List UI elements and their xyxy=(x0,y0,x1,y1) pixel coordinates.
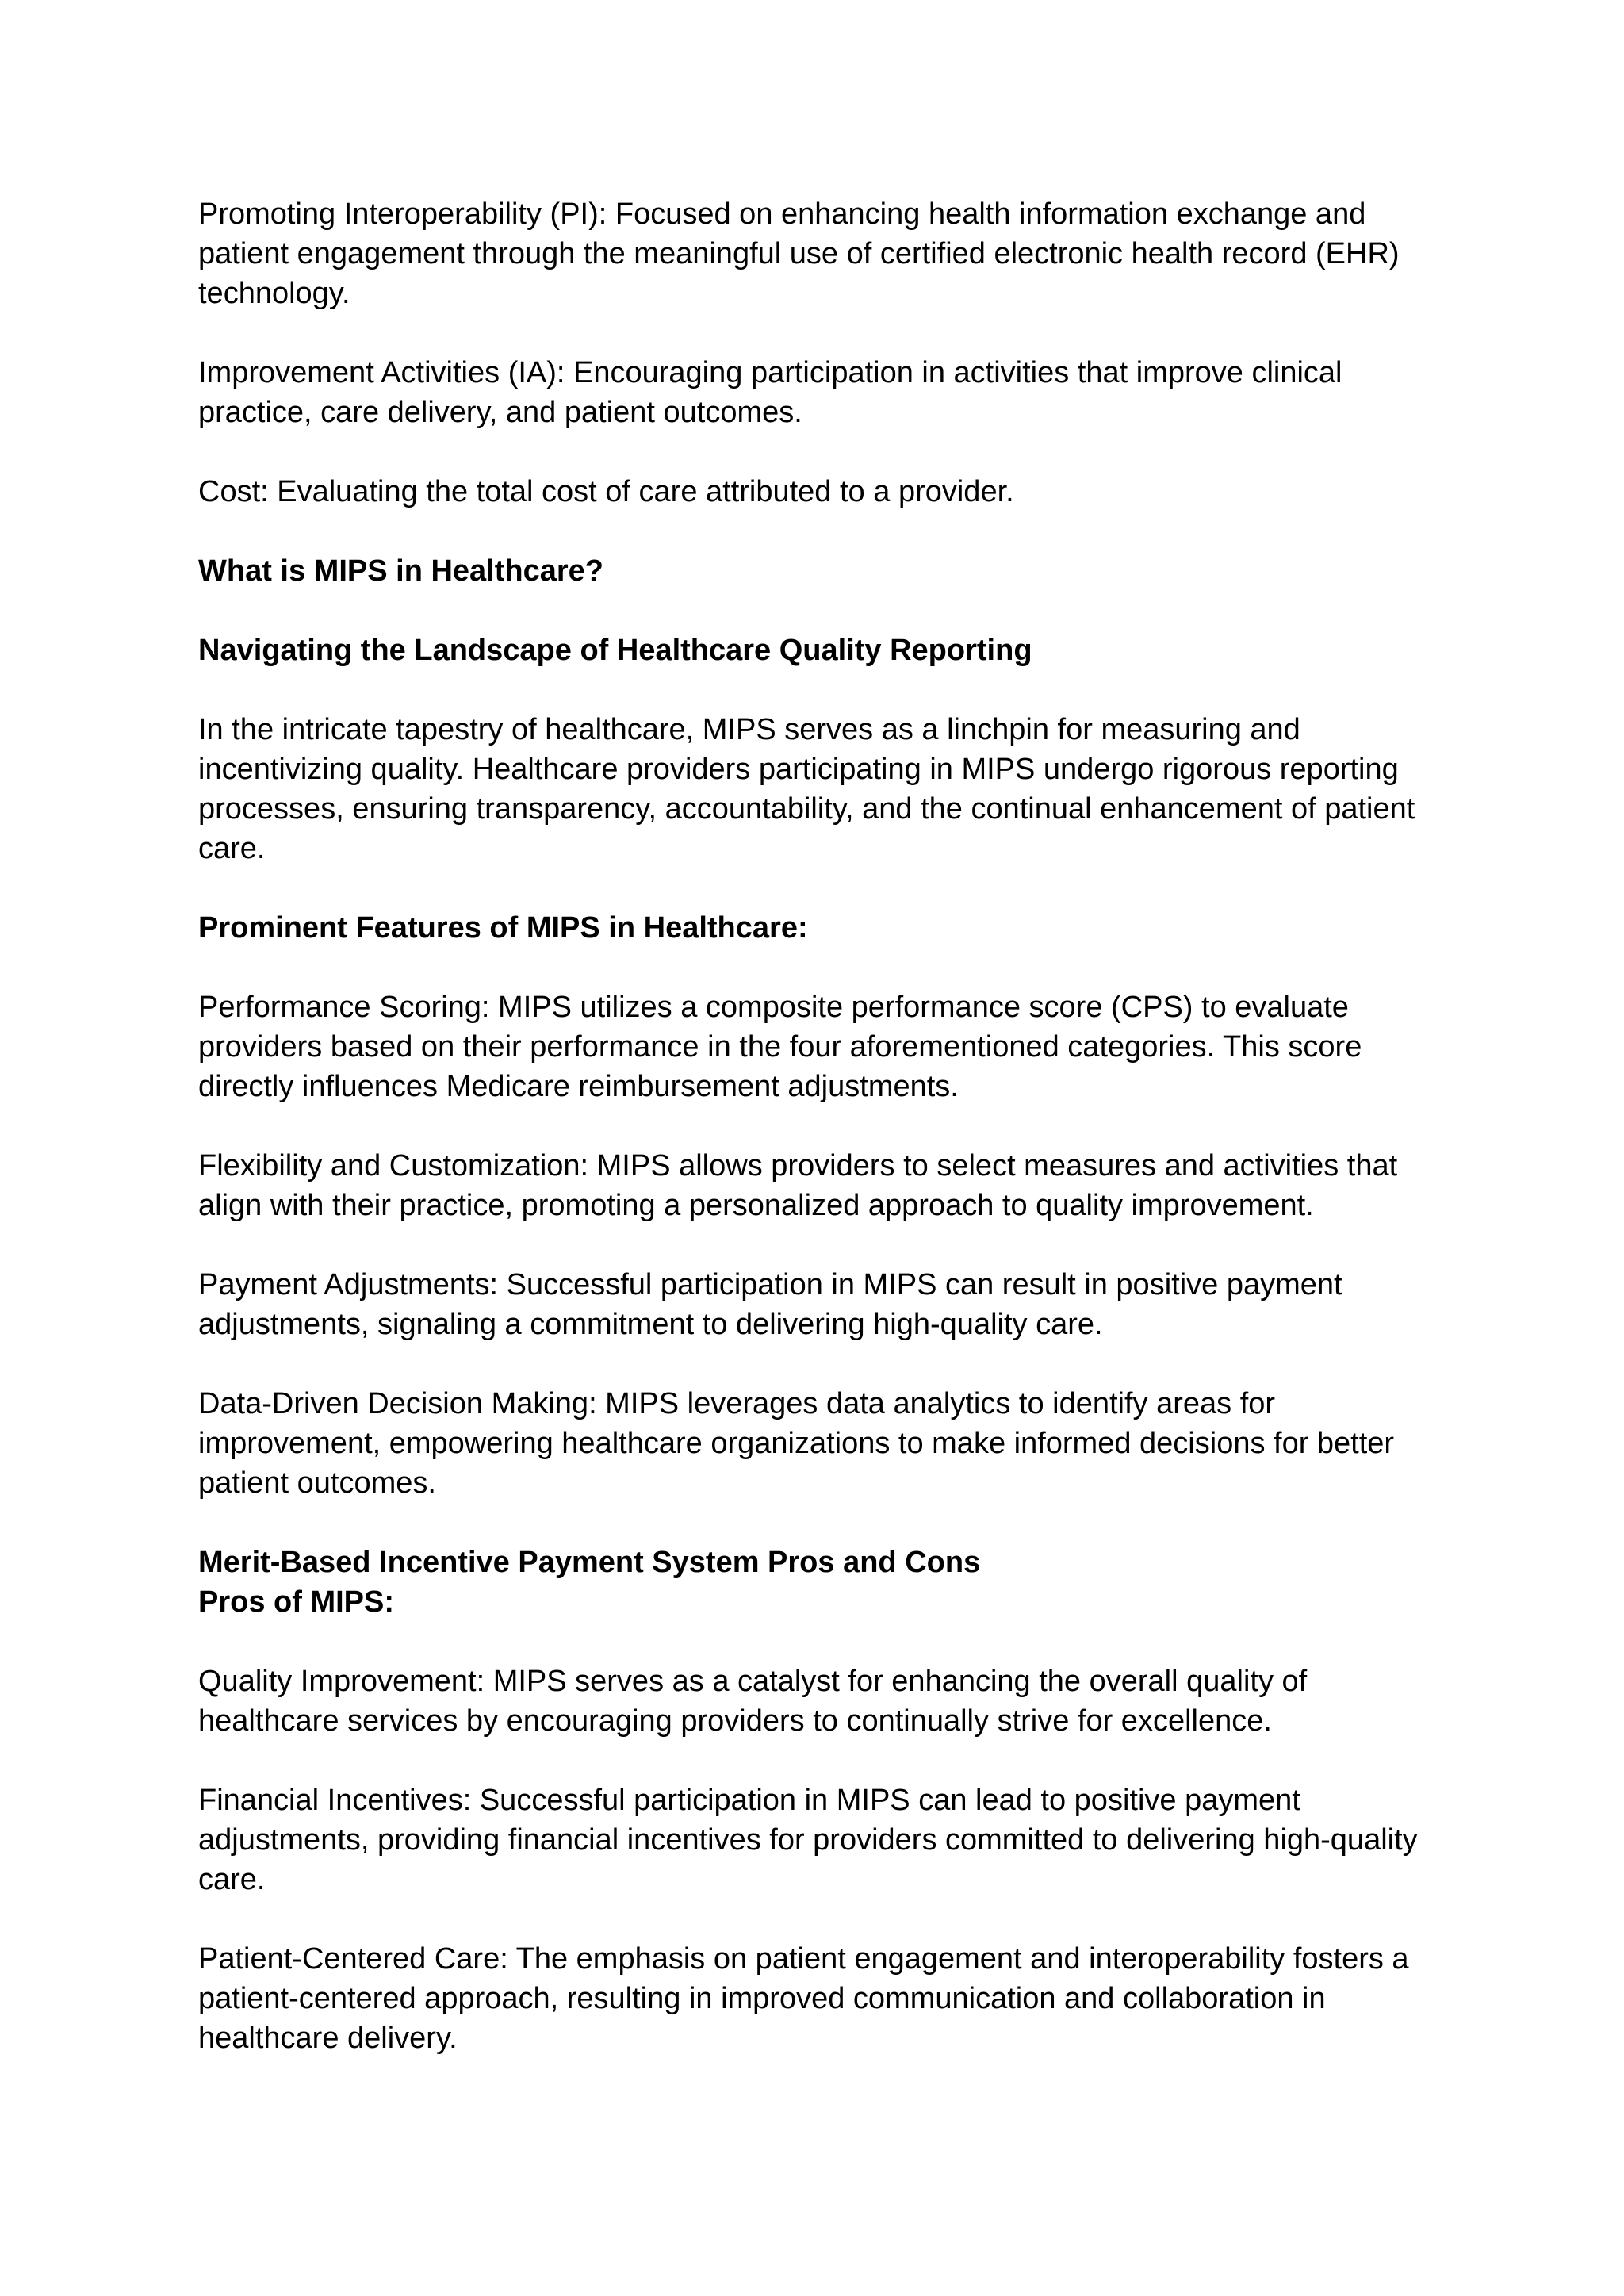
paragraph-intricate-tapestry: In the intricate tapestry of healthcare, MIPS serves as a linchpin for measuring and incentivizing quality. Healthcare providers participating in MIPS undergo rigorous reporting processes, ensuring transparency, accountability, and the continual enhancement of patient care. xyxy=(198,713,1415,865)
paragraph-patient-centered-care: Patient-Centered Care: The emphasis on patient engagement and interoperability fosters a patient-centered approach, resulting in improved communication and collaboration in healthcare delivery. xyxy=(198,1942,1409,2055)
heading-navigating-landscape: Navigating the Landscape of Healthcare Quality Reporting xyxy=(198,634,1032,667)
paragraph-promoting-interoperability: Promoting Interoperability (PI): Focused on enhancing health information exchange and patient engagement through the meaningful use of certified electronic health record (EHR) technology. xyxy=(198,197,1400,310)
paragraph-improvement-activities: Improvement Activities (IA): Encouraging participation in activities that improve clinical practice, care delivery, and patient outcomes. xyxy=(198,356,1342,429)
document-page xyxy=(198,194,1435,2098)
heading-pros-of-mips: Pros of MIPS: xyxy=(198,1585,395,1619)
heading-pros-and-cons: Merit-Based Incentive Payment System Pros and Cons xyxy=(198,1546,981,1579)
paragraph-cost: Cost: Evaluating the total cost of care attributed to a provider. xyxy=(198,475,1014,508)
paragraph-flexibility-customization: Flexibility and Customization: MIPS allows providers to select measures and activities that align with their practice, promoting a personalized approach to quality improvement. xyxy=(198,1149,1398,1222)
paragraph-data-driven: Data-Driven Decision Making: MIPS leverages data analytics to identify areas for improvement, empowering healthcare organizations to make informed decisions for better patient outcomes. xyxy=(198,1387,1395,1500)
heading-prominent-features: Prominent Features of MIPS in Healthcare: xyxy=(198,911,808,945)
heading-what-is-mips: What is MIPS in Healthcare? xyxy=(198,554,603,588)
paragraph-payment-adjustments: Payment Adjustments: Successful participation in MIPS can result in positive payment adjustments, signaling a commitment to delivering high-quality care. xyxy=(198,1268,1342,1341)
paragraph-quality-improvement: Quality Improvement: MIPS serves as a catalyst for enhancing the overall quality of healthcare services by encouraging providers to continually strive for excellence. xyxy=(198,1665,1308,1738)
paragraph-financial-incentives: Financial Incentives: Successful participation in MIPS can lead to positive payment adjustments, providing financial incentives for providers committed to delivering high-quality care. xyxy=(198,1784,1418,1896)
paragraph-performance-scoring: Performance Scoring: MIPS utilizes a composite performance score (CPS) to evaluate providers based on their performance in the four aforementioned categories. This score directly influences Medicare reimbursement adjustments. xyxy=(198,991,1362,1103)
